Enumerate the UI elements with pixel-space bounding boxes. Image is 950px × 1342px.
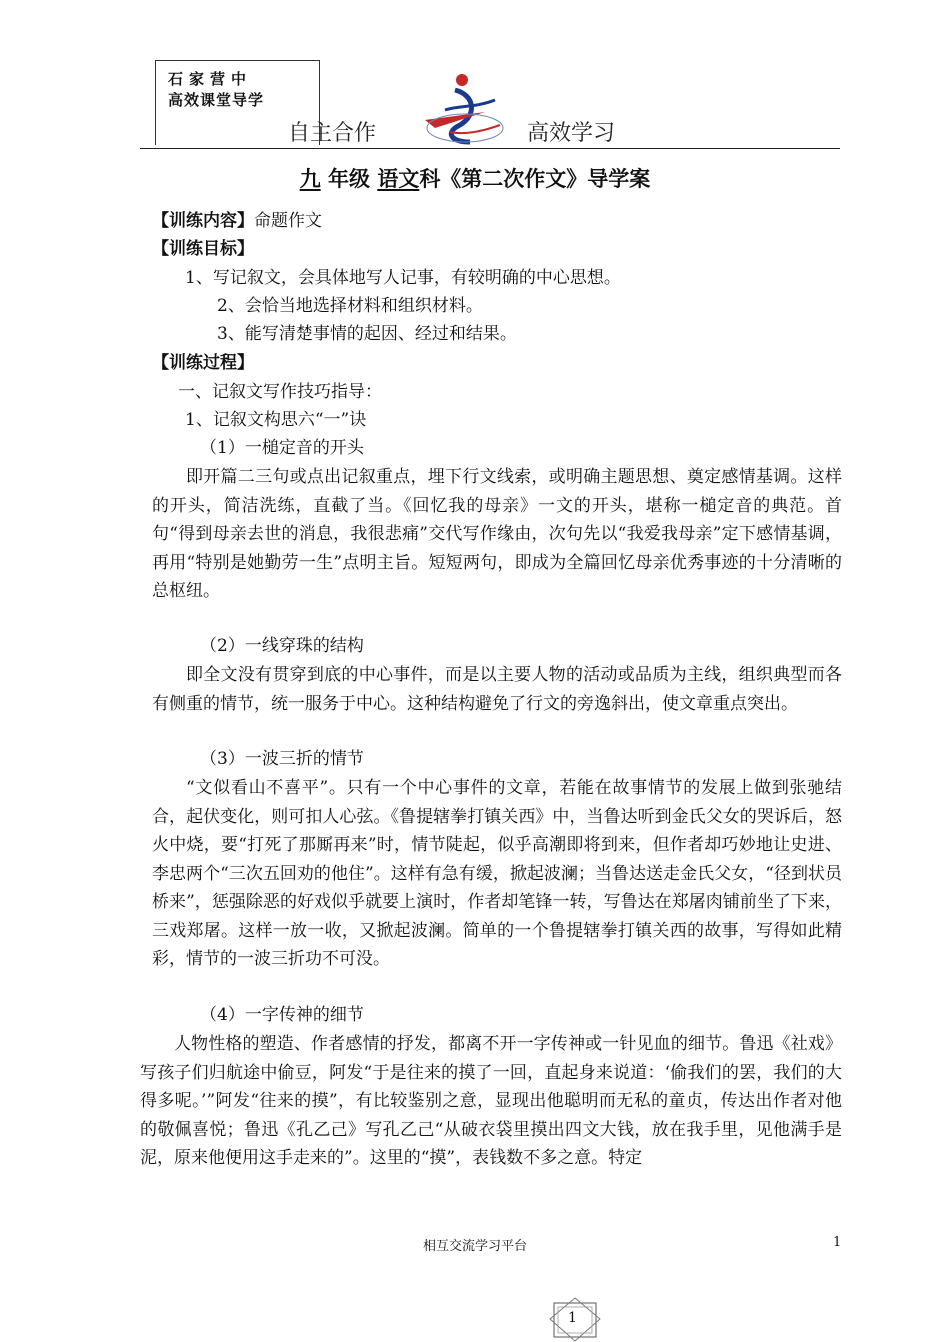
section-label-process: 【训练过程】 (152, 353, 254, 373)
school-logo-icon (415, 70, 515, 150)
title-grade: 九 (299, 167, 321, 191)
title-subject: 语文 (377, 167, 420, 191)
badge-page-number: 1 (568, 1310, 577, 1326)
part-heading: 一、记叙文写作技巧指导： (178, 382, 382, 402)
section-label-content: 【训练内容】 (152, 211, 254, 231)
slogan-right: 高效学习 (527, 121, 616, 146)
training-content-value: 命题作文 (254, 211, 322, 231)
slogan-left: 自主合作 (288, 121, 377, 146)
item-heading: （1）一槌定音的开头 (200, 438, 364, 458)
item-paragraph: “文似看山不喜平”。只有一个中心事件的文章，若能在故事情节的发展上做到张驰结合，起伏变化，则可扣人心弦。《鲁提辖拳打镇关西》中，当鲁达听到金氏父女的哭诉后，怒火中烧，要“打死了那厮再来”时，情节陡起，似乎高潮即将到来，但作者却巧妙地让史进、李忠两个“三次五回劝的他住”。这样有急有缓，掀起波澜；当鲁达送走金氏父女，“径到状员桥来”，惩强除恶的好戏似乎就要上演时，作者却笔锋一转，写鲁达在郑屠肉铺前坐了下来，三戏郑屠。这样一放一收，又掀起波澜。简单的一个鲁提辖拳打镇关西的故事，写得如此精彩，情节的一波三折功不可没。 (152, 778, 842, 969)
training-content (152, 208, 322, 235)
goal-item: 1、写记叙文，会具体地写人记事，有较明确的中心思想。 (185, 268, 621, 288)
school-subtitle: 高效课堂导学 (168, 91, 265, 109)
page-title (0, 163, 950, 193)
item-paragraph: 即开篇二三句或点出记叙重点，埋下行文线索，或明确主题思想、奠定感情基调。这样的开头，简洁洗练，直截了当。《回忆我的母亲》一文的开头，堪称一槌定音的典范。首句“得到母亲去世的消息，我很悲痛”交代写作缘由，次句先以“我爱我母亲”定下感情基调，再用“特别是她勤劳一生”点明主旨。短短两句，即成为全篇回忆母亲优秀事迹的十分清晰的总枢纽。 (152, 467, 842, 601)
goal-item: 3、能写清楚事情的起因、经过和结果。 (217, 324, 517, 344)
sub-heading: 1、记叙文构思六“一”诀 (185, 410, 367, 430)
footer-page-number: 1 (833, 1235, 842, 1250)
goal-item: 2、会恰当地选择材料和组织材料。 (217, 296, 483, 316)
title-grade-suffix: 年级 (328, 167, 370, 191)
title-rest: 科《第二次作文》导学案 (419, 167, 651, 191)
school-name: 石家营中 (168, 70, 253, 88)
item-heading: （3）一波三折的情节 (200, 749, 364, 769)
item-heading: （4）一字传神的细节 (200, 1005, 364, 1025)
section-label-goals: 【训练目标】 (152, 239, 254, 259)
item-heading: （2）一线穿珠的结构 (200, 636, 364, 656)
footer-platform: 相互交流学习平台 (422, 1239, 527, 1254)
header-divider (140, 148, 840, 149)
item-paragraph: 人物性格的塑造、作者感情的抒发，都离不开一字传神或一针见血的细节。鲁迅《社戏》写孩子们归航途中偷豆，阿发“于是往来的摸了一回，直起身来说道：‘偷我们的罢，我们的大得多呢。’”阿发“往来的摸”，有比较鉴别之意，显现出他聪明而无私的童贞，传达出作者对他的敬佩喜悦；鲁迅《孔乙己》写孔乙己“从破衣袋里摸出四文大钱，放在我手里，见他满手是泥，原来他便用这手走来的”。这里的“摸”，表钱数不多之意。特定 (140, 1034, 842, 1168)
item-paragraph: 即全文没有贯穿到底的中心事件，而是以主要人物的活动或品质为主线，组织典型而各有侧重的情节，统一服务于中心。这种结构避免了行文的旁逸斜出，使文章重点突出。 (152, 665, 842, 714)
